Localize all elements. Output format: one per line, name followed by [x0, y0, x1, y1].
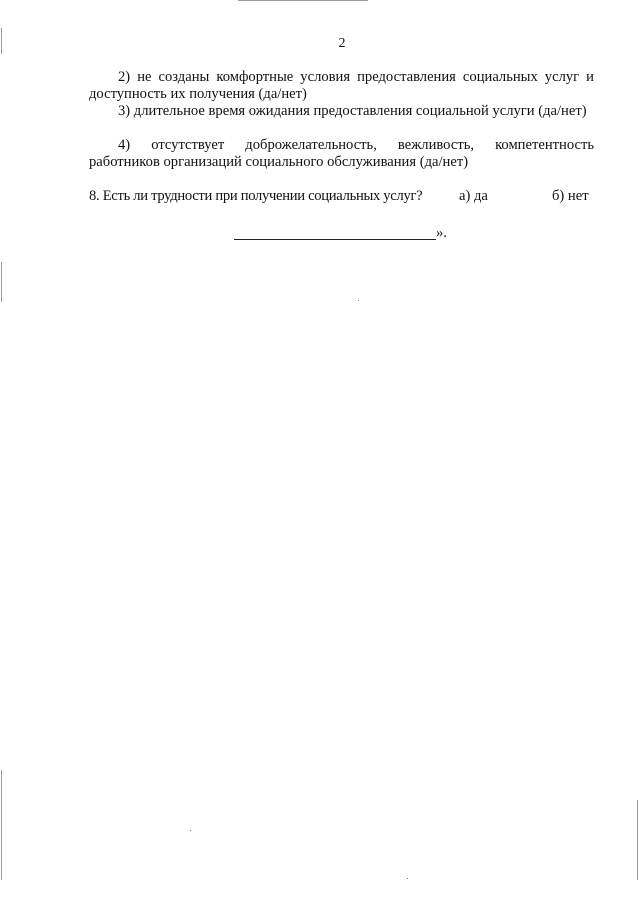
question-8 — [89, 188, 594, 205]
page-number: 2 — [338, 36, 346, 51]
scan-edge-top — [238, 0, 368, 1]
closing-quote-mark: ». — [436, 225, 447, 241]
scan-edge-left-bottom — [1, 770, 2, 880]
paragraph-item-4 — [89, 137, 594, 171]
answer-option-no[interactable]: б) нет — [552, 188, 589, 204]
paragraph-item-2 — [89, 69, 594, 103]
paragraph-item-3 — [89, 103, 594, 120]
paragraph-text: 2) не созданы комфортные условия предоставления социальных услуг и доступность их получения (да/нет) — [89, 69, 594, 102]
scan-edge-left-mid — [1, 262, 2, 302]
paragraph-text: 4) отсутствует доброжелательность, вежливость, компетентность работников организаций социального обслуживания (да/нет) — [89, 137, 594, 170]
scan-speck — [358, 300, 359, 301]
scan-speck — [407, 878, 408, 879]
question-text: 8. Есть ли трудности при получении социальных услуг? — [89, 188, 423, 204]
scan-speck — [190, 830, 191, 831]
signature-line[interactable] — [234, 229, 436, 240]
paragraph-text: 3) длительное время ожидания предоставления социальной услуги (да/нет) — [118, 103, 587, 119]
answer-option-yes[interactable]: а) да — [459, 188, 488, 204]
scan-edge-right-bottom — [637, 800, 638, 880]
